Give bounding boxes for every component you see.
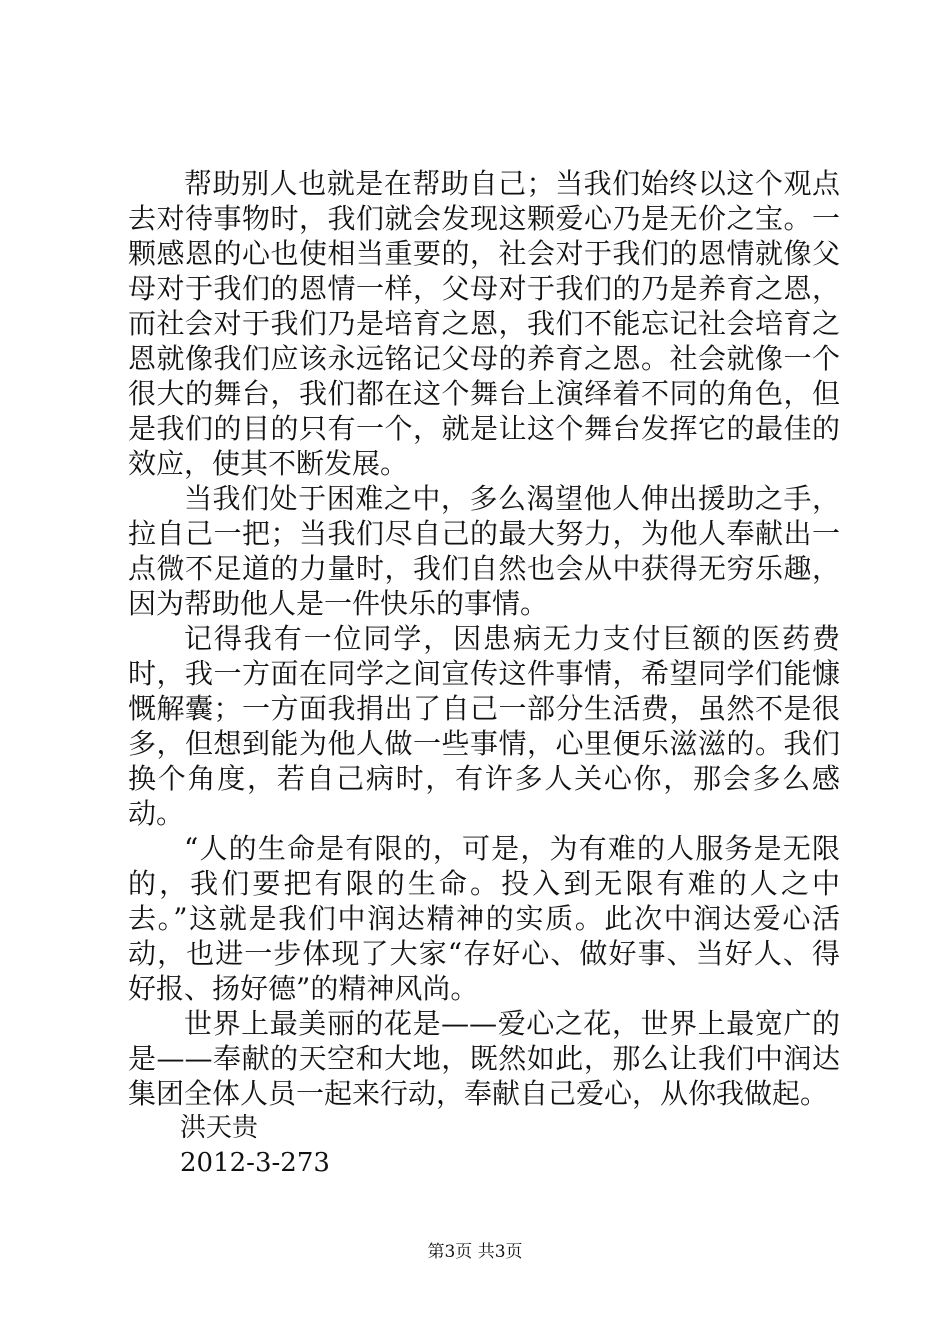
author-name: 洪天贵 [180, 1113, 259, 1143]
page-footer: 第3页 共3页 [427, 1242, 523, 1262]
document-body [128, 166, 840, 1181]
paragraph-2: 当我们处于困难之中，多么渴望他人伸出援助之手，拉自己一把；当我们尽自己的最大努力，为他人奉献出一点微不足道的力量时，我们自然也会从中获得无穷乐趣，因为帮助他人是一件快乐的事情。 [128, 482, 840, 620]
paragraph-4: “人的生命是有限的，可是，为有难的人服务是无限的，我们要把有限的生命。投入到无限有难的人之中去。”这就是我们中润达精神的实质。此次中润达爱心活动，也进一步体现了大家“存好心、做好事、当好人、得好报、扬好德”的精神风尚。 [128, 832, 840, 1005]
paragraph-3: 记得我有一位同学，因患病无力支付巨额的医药费时，我一方面在同学之间宣传这件事情，希望同学们能慷慨解囊；一方面我捐出了自己一部分生活费，虽然不是很多，但想到能为他人做一些事情，心里便乐滋滋的。我们换个角度，若自己病时，有许多人关心你，那会多么感动。 [128, 622, 840, 830]
document-date: 2012-3-273 [180, 1148, 330, 1178]
paragraph-5: 世界上最美丽的花是——爱心之花，世界上最宽广的是——奉献的天空和大地，既然如此，那么让我们中润达集团全体人员一起来行动，奉献自己爱心，从你我做起。 [128, 1007, 840, 1110]
paragraph-1: 帮助别人也就是在帮助自己；当我们始终以这个观点去对待事物时，我们就会发现这颗爱心乃是无价之宝。一颗感恩的心也使相当重要的，社会对于我们的恩情就像父母对于我们的恩情一样，父母对于我们的乃是养育之恩，而社会对于我们乃是培育之恩，我们不能忘记社会培育之恩就像我们应该永远铭记父母的养育之恩。社会就像一个很大的舞台，我们都在这个舞台上演绎着不同的角色，但是我们的目的只有一个，就是让这个舞台发挥它的最佳的效应，使其不断发展。 [128, 167, 840, 480]
